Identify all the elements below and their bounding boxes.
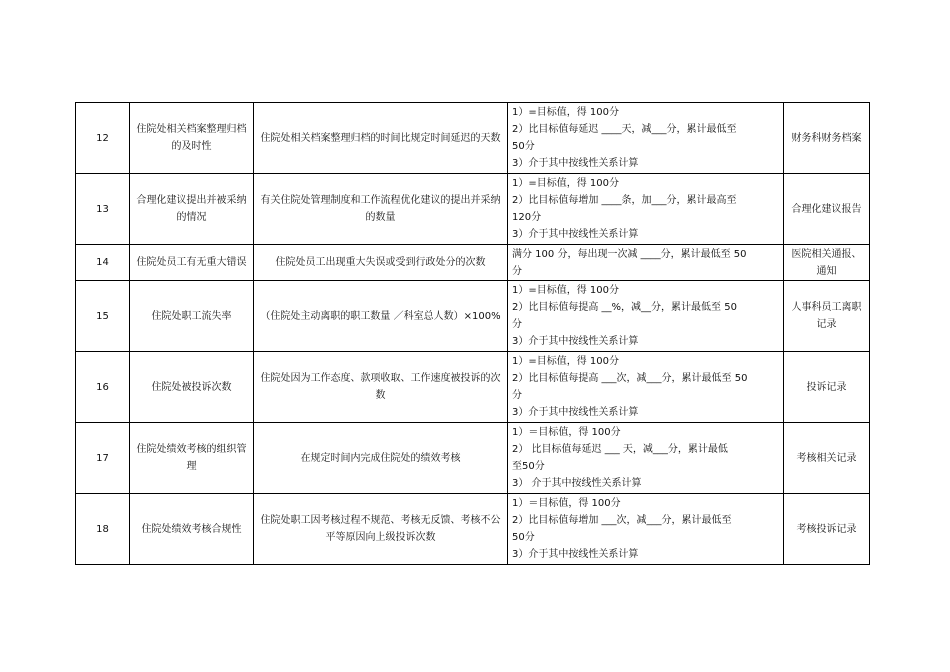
scoring-rule-line: 3）介于其中按线性关系计算 (512, 549, 639, 560)
kpi-table (75, 102, 870, 565)
scoring-rule-line: 1）＝目标值，得 100分 (512, 498, 621, 509)
data-source: 人事科员工离职记录 (784, 281, 870, 352)
indicator-definition: 住院处因为工作态度、款项收取、工作速度被投诉的次数 (254, 352, 508, 423)
indicator-definition: （住院处主动离职的职工数量 ／科室总人数）×100% (254, 281, 508, 352)
scoring-rules (508, 352, 784, 423)
table-row (76, 352, 870, 423)
row-number: 13 (76, 174, 130, 245)
scoring-rule-line: 满分 100 分，每出现一次减 ____分，累计最低至 50 (512, 248, 747, 260)
row-number: 17 (76, 423, 130, 494)
row-number: 16 (76, 352, 130, 423)
table-row (76, 423, 870, 494)
scoring-rules (508, 494, 784, 565)
kpi-table-body (76, 103, 870, 565)
row-number: 12 (76, 103, 130, 174)
table-row (76, 245, 870, 281)
indicator-name: 住院处绩效考核的组织管理 (130, 423, 254, 494)
indicator-name: 合理化建议提出并被采纳的情况 (130, 174, 254, 245)
scoring-rule-line: 120分 (512, 212, 542, 223)
scoring-rule-line: 分 (512, 265, 522, 277)
scoring-rules (508, 423, 784, 494)
scoring-rule-line: 3）介于其中按线性关系计算 (512, 229, 639, 240)
data-source: 合理化建议报告 (784, 174, 870, 245)
scoring-rule-line: 分 (512, 319, 522, 330)
scoring-rule-line: 至50分 (512, 461, 545, 472)
indicator-name: 住院处职工流失率 (130, 281, 254, 352)
scoring-rule-line: 1）=目标值，得 100分 (512, 178, 620, 189)
scoring-rule-line: 3）介于其中按线性关系计算 (512, 407, 639, 418)
scoring-rule-line: 3）介于其中按线性关系计算 (512, 158, 639, 169)
scoring-rule-line: 2）比目标值每提高 ___次，减___分，累计最低至 50 (512, 373, 748, 384)
scoring-rule-line: 2）比目标值每增加 ____条，加___分，累计最高至 (512, 195, 737, 206)
indicator-name: 住院处员工有无重大错误 (130, 245, 254, 281)
indicator-definition: 住院处员工出现重大失误或受到行政处分的次数 (254, 245, 508, 281)
scoring-rule-line: 分 (512, 390, 522, 401)
data-source: 投诉记录 (784, 352, 870, 423)
indicator-name: 住院处被投诉次数 (130, 352, 254, 423)
table-row (76, 174, 870, 245)
scoring-rule-line: 2） 比目标值每延迟 ___ 天，减___分，累计最低 (512, 444, 728, 455)
scoring-rule-line: 3） 介于其中按线性关系计算 (512, 478, 642, 489)
indicator-name: 住院处绩效考核合规性 (130, 494, 254, 565)
scoring-rule-line: 50分 (512, 532, 535, 543)
row-number: 15 (76, 281, 130, 352)
table-row (76, 281, 870, 352)
scoring-rules (508, 103, 784, 174)
table-row (76, 103, 870, 174)
scoring-rule-line: 1）=目标值，得 100分 (512, 107, 620, 118)
scoring-rules (508, 245, 784, 281)
scoring-rule-line: 50分 (512, 141, 535, 152)
scoring-rule-line: 1）=目标值，得 100分 (512, 356, 620, 367)
indicator-definition: 有关住院处管理制度和工作流程优化建议的提出并采纳的数量 (254, 174, 508, 245)
row-number: 18 (76, 494, 130, 565)
indicator-definition: 在规定时间内完成住院处的绩效考核 (254, 423, 508, 494)
indicator-name: 住院处相关档案整理归档的及时性 (130, 103, 254, 174)
data-source: 医院相关通报、通知 (784, 245, 870, 281)
indicator-definition: 住院处相关档案整理归档的时间比规定时间延迟的天数 (254, 103, 508, 174)
data-source: 考核相关记录 (784, 423, 870, 494)
scoring-rule-line: 1）=目标值，得 100分 (512, 285, 620, 296)
indicator-definition: 住院处职工因考核过程不规范、考核无反馈、考核不公平等原因向上级投诉次数 (254, 494, 508, 565)
scoring-rule-line: 2）比目标值每增加 ___次，减___分，累计最低至 (512, 515, 732, 526)
scoring-rules (508, 174, 784, 245)
data-source: 财务科财务档案 (784, 103, 870, 174)
row-number: 14 (76, 245, 130, 281)
table-row (76, 494, 870, 565)
data-source: 考核投诉记录 (784, 494, 870, 565)
scoring-rule-line: 2）比目标值每提高 __%，减__分，累计最低至 50 (512, 302, 737, 313)
scoring-rule-line: 1）＝目标值，得 100分 (512, 427, 621, 438)
scoring-rule-line: 3）介于其中按线性关系计算 (512, 336, 639, 347)
scoring-rule-line: 2）比目标值每延迟 ____天，减___分，累计最低至 (512, 124, 737, 135)
scoring-rules (508, 281, 784, 352)
